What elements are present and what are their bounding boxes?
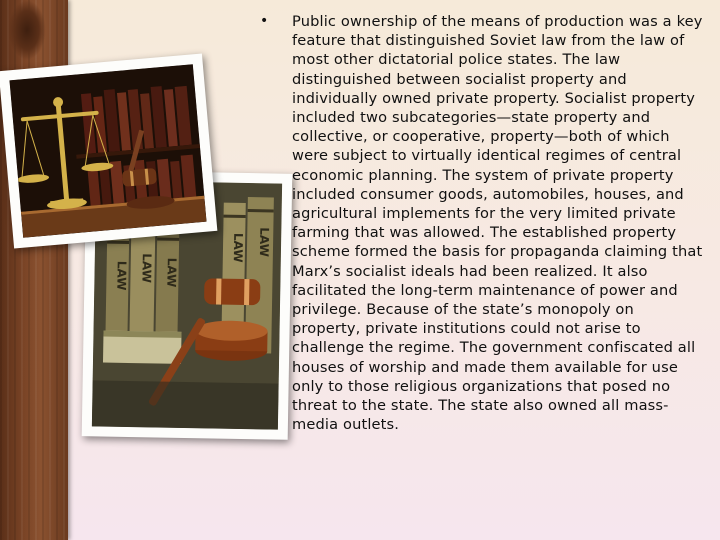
book-spine-label-5: LAW	[256, 227, 272, 258]
book-spine-label-4: LAW	[230, 232, 246, 263]
scales-photo-image	[9, 64, 206, 237]
wood-knot	[8, 0, 46, 60]
book-spine-label-1: LAW	[114, 260, 129, 291]
slide-content	[256, 12, 704, 434]
scales-photo	[0, 53, 217, 248]
bullet-text: Public ownership of the means of production was a key feature that distinguished Soviet law from the law of most other dictatorial police states. The law distinguished between socialist property and individually owned private property. Socialist property included two subcategories—state property and collective, or cooperative, property—both of which were subject to virtually identical regimes of central economic planning. The system of private property included consumer goods, automobiles, houses, and agricultural implements for the very limited private farming that was allowed. The established property scheme formed the basis for propaganda claiming that Marx’s socialist ideals had been realized. It also facilitated the long-term maintenance of power and privilege. Because of the state’s monopoly on property, private institutions could not arise to challenge the regime. The government confiscated all houses of worship and made them available for use only to those religious organizations that posed no threat to the state. The state also owned all mass-media outlets.	[292, 13, 703, 434]
book-spine-label-2: LAW	[139, 253, 154, 284]
bullet-marker: •	[260, 13, 269, 29]
scales-illustration	[9, 64, 206, 237]
book-spine-label-3: LAW	[164, 257, 179, 288]
bullet-item	[256, 12, 704, 434]
